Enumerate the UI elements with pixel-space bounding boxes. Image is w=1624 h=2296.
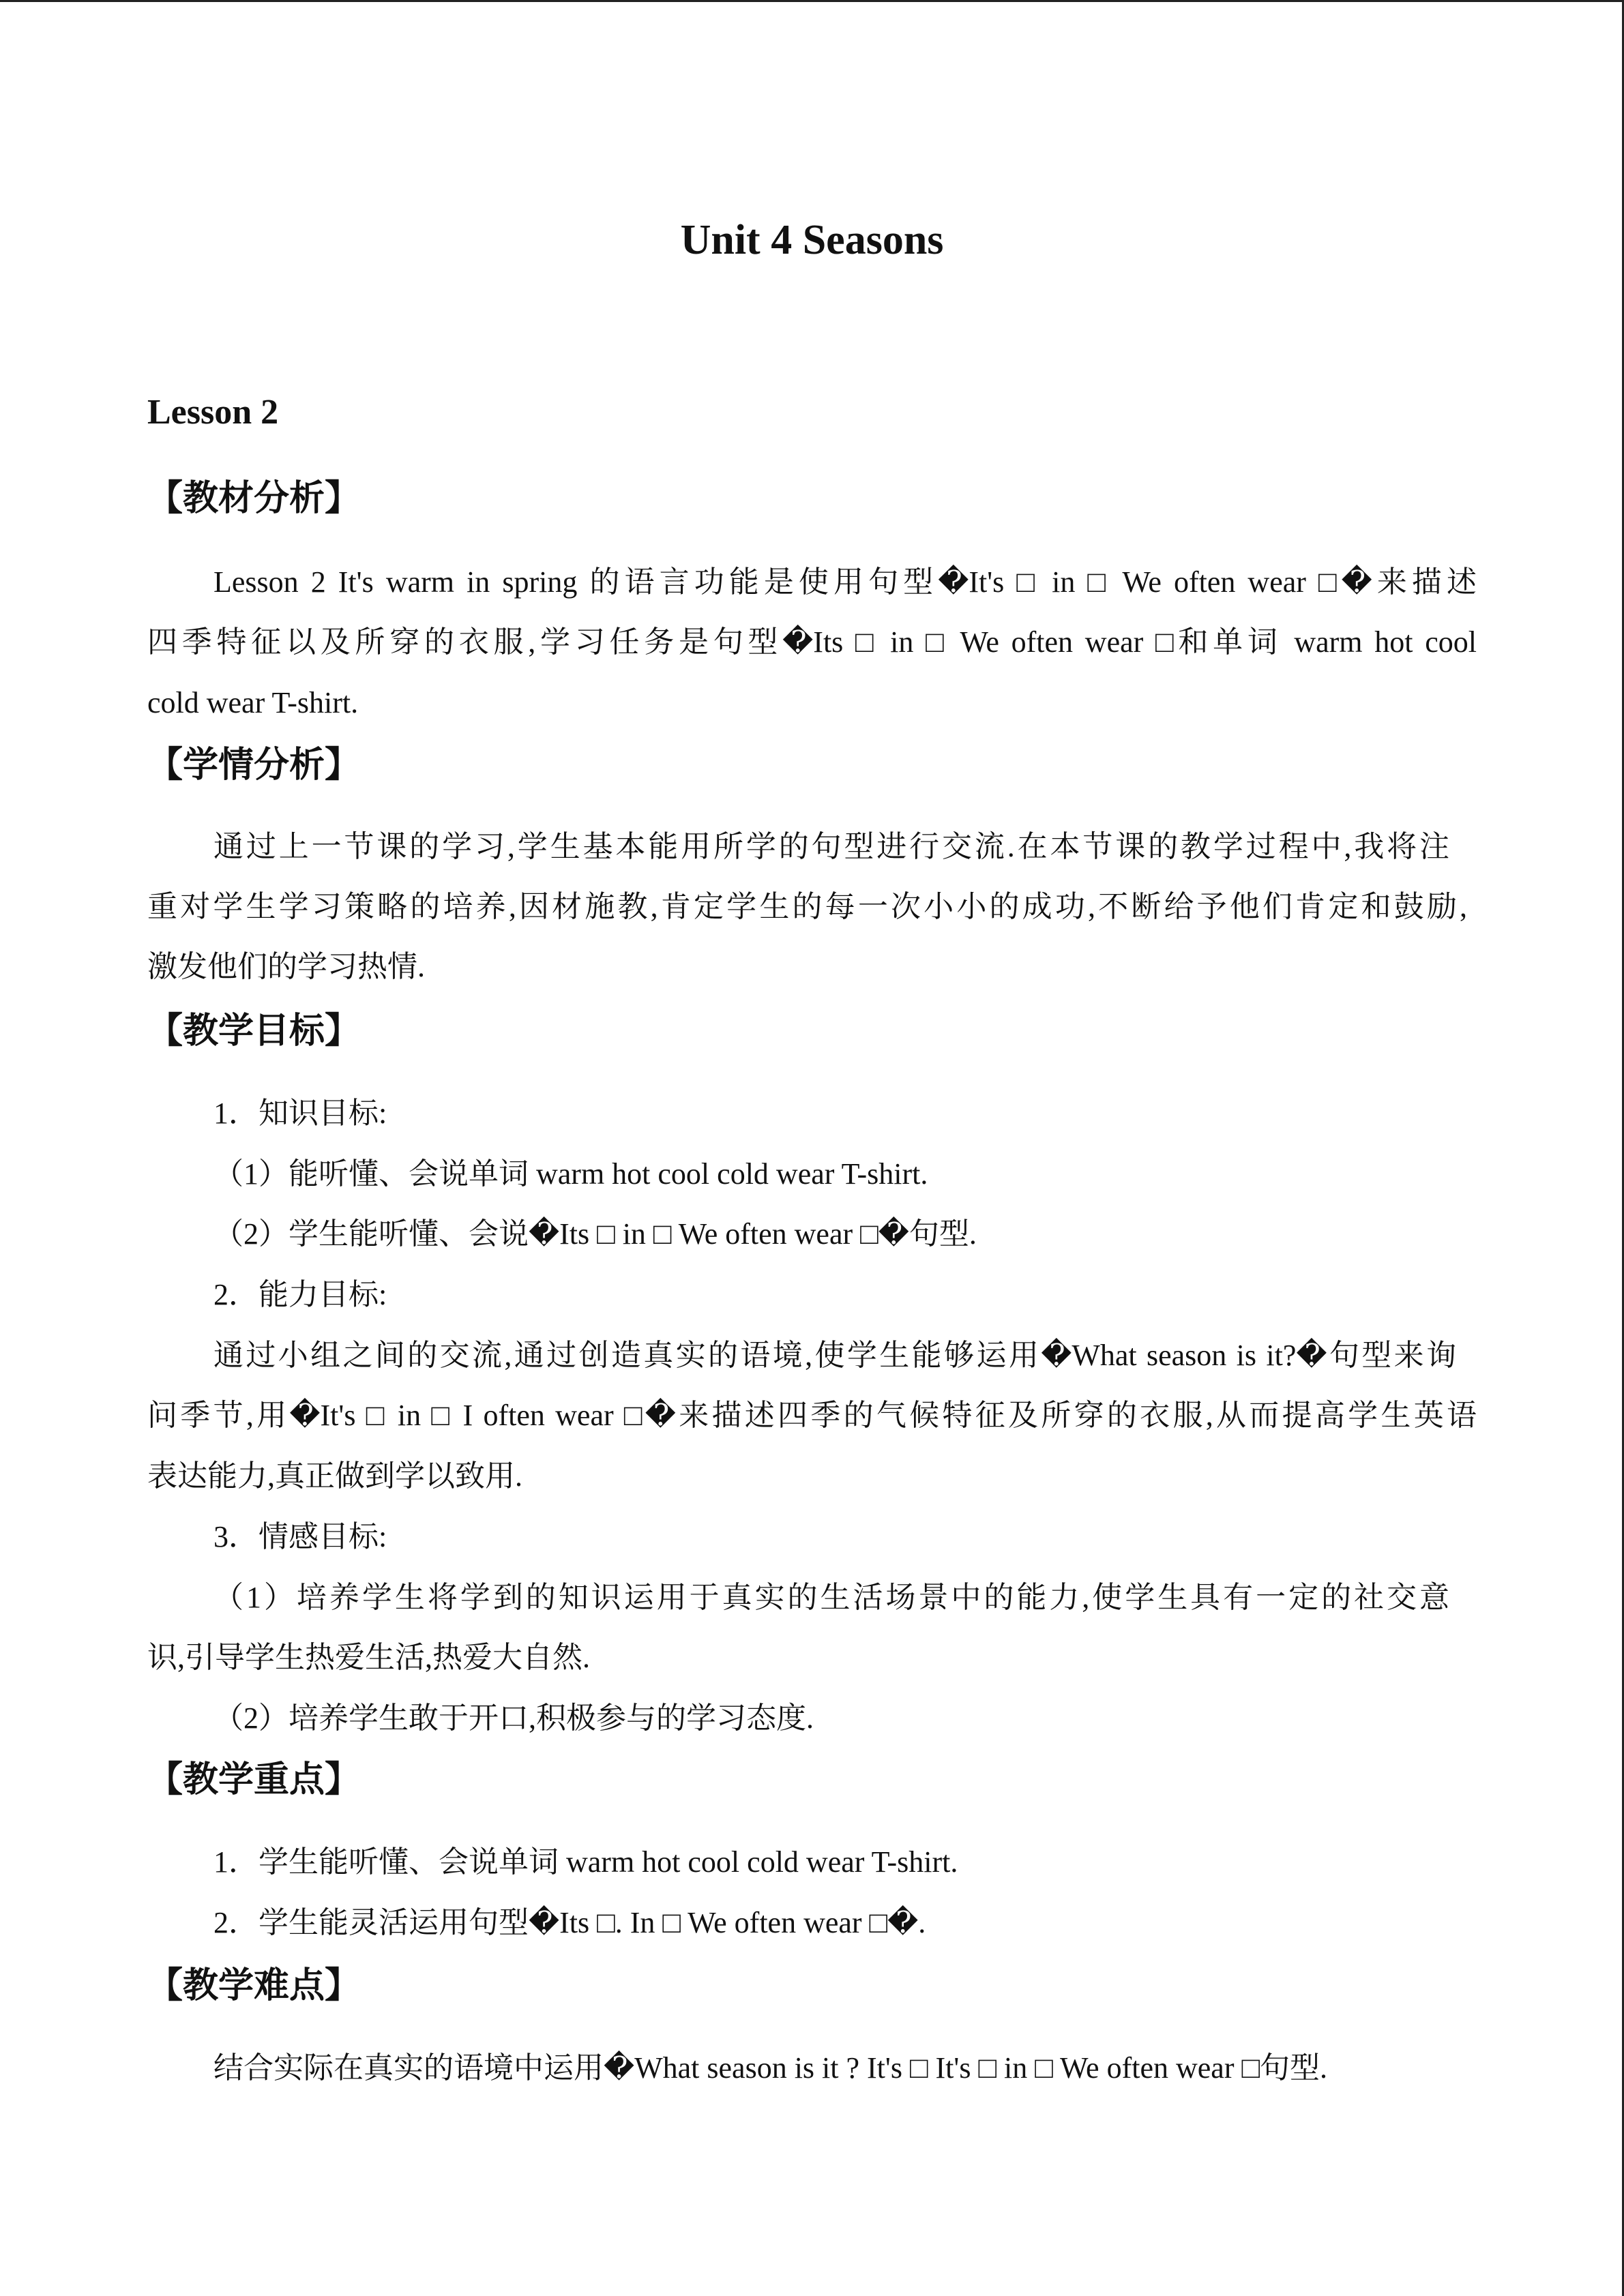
goals-line-4: 2．能力目标: xyxy=(213,1278,387,1311)
material-line-2: 四季特征以及所穿的衣服,学习任务是句型�Its □ in □ We often wear □和单词 warm hot cool xyxy=(147,625,1477,659)
top-border xyxy=(0,0,1624,2)
goals-line-3: （2）学生能听懂、会说�Its □ in □ We often wear □�句型. xyxy=(213,1217,977,1251)
section-heading-key-points: 【教学重点】 xyxy=(147,1759,361,1800)
goals-line-2: （1）能听懂、会说单词 warm hot cool cold wear T-shirt. xyxy=(213,1157,928,1191)
goals-line-11: （2）培养学生敢于开口,积极参与的学习态度. xyxy=(213,1701,814,1735)
students-line-3: 激发他们的学习热情. xyxy=(147,950,425,983)
key-points-line-1: 1．学生能听懂、会说单词 warm hot cool cold wear T-shirt. xyxy=(213,1845,958,1879)
key-points-line-2: 2．学生能灵活运用句型�Its □. In □ We often wear □�. xyxy=(213,1906,926,1939)
goals-line-5: 通过小组之间的交流,通过创造真实的语境,使学生能够运用�What season is it?�句型来询 xyxy=(213,1339,1456,1372)
goals-line-7: 表达能力,真正做到学以致用. xyxy=(147,1459,522,1493)
material-line-1: Lesson 2 It's warm in spring 的语言功能是使用句型�It's □ in □ We often wear □�来描述 xyxy=(213,565,1477,599)
section-heading-goals: 【教学目标】 xyxy=(147,1011,361,1052)
goals-line-9: （1）培养学生将学到的知识运用于真实的生活场景中的能力,使学生具有一定的社交意 xyxy=(213,1581,1449,1614)
document-title: Unit 4 Seasons xyxy=(680,217,944,263)
section-heading-difficulties: 【教学难点】 xyxy=(147,1965,361,2006)
students-line-1: 通过上一节课的学习,学生基本能用所学的句型进行交流.在本节课的教学过程中,我将注 xyxy=(213,830,1449,863)
goals-line-1: 1．知识目标: xyxy=(213,1097,387,1130)
difficulties-line-1: 结合实际在真实的语境中运用�What season is it ? It's □ It's □ in □ We often wear □句型. xyxy=(213,2051,1328,2085)
students-line-2: 重对学生学习策略的培养,因材施教,肯定学生的每一次小小的成功,不断给予他们肯定和鼓励, xyxy=(147,890,1467,923)
goals-line-10: 识,引导学生热爱生活,热爱大自然. xyxy=(147,1641,590,1674)
section-heading-material: 【教材分析】 xyxy=(147,478,361,519)
lesson-label: Lesson 2 xyxy=(147,393,279,432)
material-line-3: cold wear T-shirt. xyxy=(147,686,359,719)
goals-line-6: 问季节,用�It's □ in □ I often wear □�来描述四季的气候特征及所穿的衣服,从而提高学生英语 xyxy=(147,1399,1477,1432)
section-heading-students: 【学情分析】 xyxy=(147,745,361,786)
goals-line-8: 3．情感目标: xyxy=(213,1520,387,1553)
